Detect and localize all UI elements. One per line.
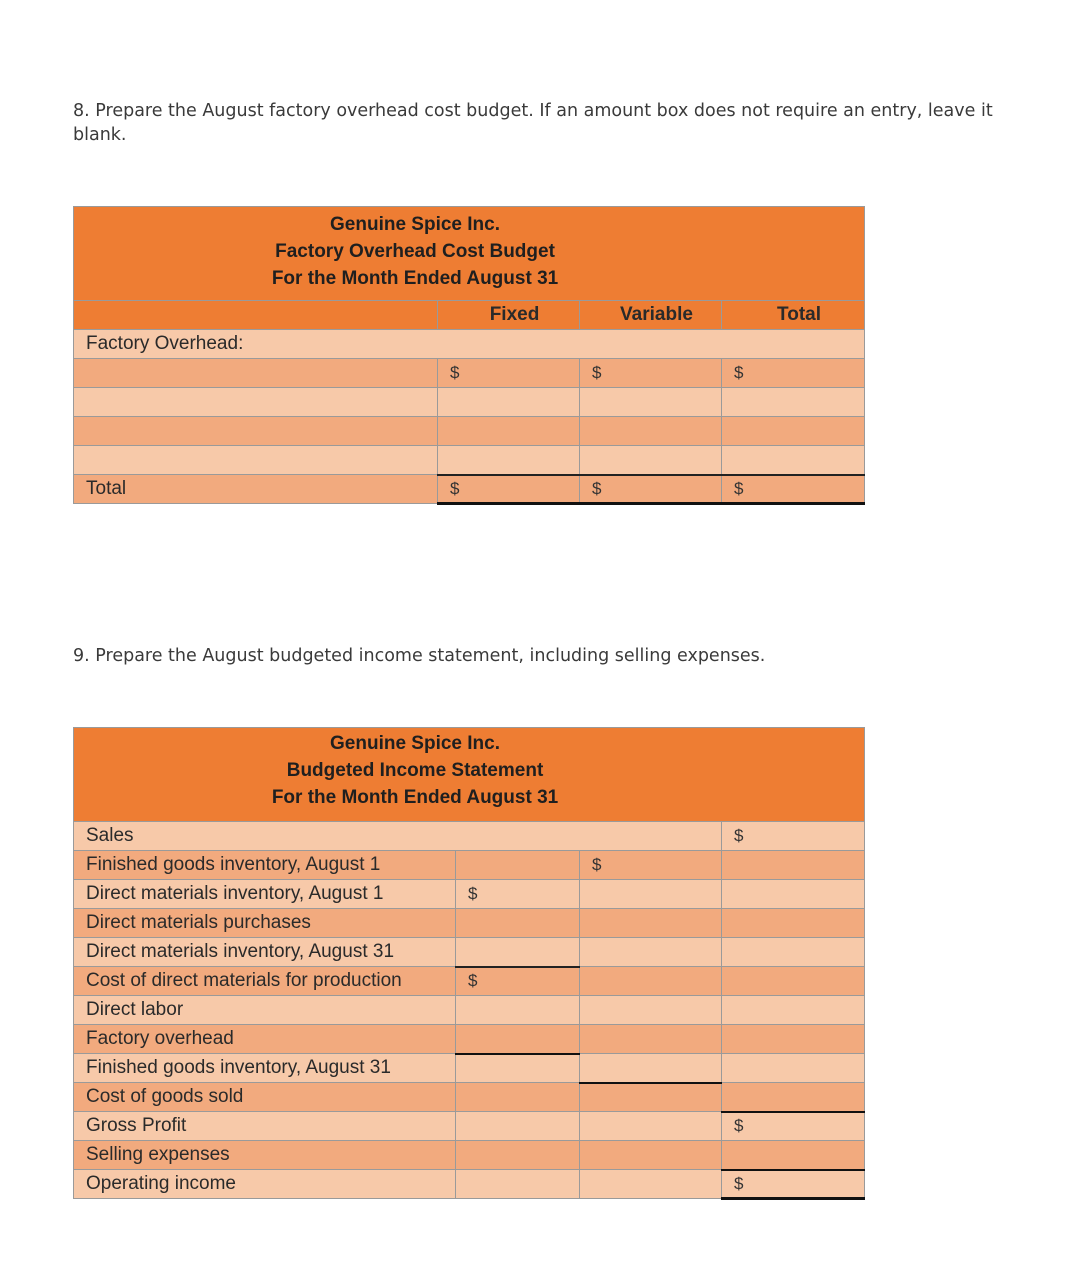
- selling-expenses-amount-input[interactable]: [722, 1141, 865, 1170]
- dm-begin-amount-input[interactable]: [456, 880, 580, 909]
- total-col-header: Total: [722, 301, 865, 330]
- fg-begin-col3-input[interactable]: [722, 851, 865, 880]
- grand-total-input[interactable]: [722, 475, 865, 504]
- overhead-item-input[interactable]: [74, 359, 438, 388]
- variable-col-header: Variable: [580, 301, 722, 330]
- total-amount-input[interactable]: [722, 417, 865, 446]
- gross-profit-col1-input[interactable]: [456, 1112, 580, 1141]
- direct-labor-col2-input[interactable]: [580, 996, 722, 1025]
- factory-overhead-amount-input[interactable]: [456, 1025, 580, 1054]
- overhead-budget-period: For the Month Ended August 31: [271, 268, 559, 289]
- factory-overhead-col3-input[interactable]: [722, 1025, 865, 1054]
- total-amount-input[interactable]: [722, 388, 865, 417]
- dm-end-col3-input[interactable]: [722, 938, 865, 967]
- fg-end-amount-input[interactable]: [580, 1054, 722, 1083]
- gross-profit-col2-input[interactable]: [580, 1112, 722, 1141]
- dm-end-col2-input[interactable]: [580, 938, 722, 967]
- dm-purchases-label: Direct materials purchases: [74, 909, 456, 938]
- cogs-col2-input[interactable]: [580, 1083, 722, 1112]
- income-statement-header: [74, 728, 865, 822]
- income-statement-period: For the Month Ended August 31: [271, 787, 559, 808]
- budgeted-income-statement-table: [73, 727, 865, 1200]
- income-statement-title: Budgeted Income Statement: [286, 760, 544, 781]
- fg-begin-amount-input[interactable]: [580, 851, 722, 880]
- income-company-name: Genuine Spice Inc.: [330, 733, 501, 754]
- dm-end-amount-input[interactable]: [456, 938, 580, 967]
- total-row-label: Total: [74, 475, 438, 504]
- fixed-col-header: Fixed: [438, 301, 580, 330]
- fixed-amount-input[interactable]: [438, 417, 580, 446]
- factory-overhead-label: Factory Overhead:: [74, 330, 865, 359]
- operating-income-label: Operating income: [74, 1170, 456, 1199]
- dm-begin-col3-input[interactable]: [722, 880, 865, 909]
- dm-cost-col2-input[interactable]: [580, 967, 722, 996]
- factory-overhead-col2-input[interactable]: [580, 1025, 722, 1054]
- gross-profit-label: Gross Profit: [74, 1112, 456, 1141]
- dollar-sign: $: [468, 884, 478, 903]
- factory-overhead-budget-table: [73, 206, 865, 505]
- operating-income-amount-input[interactable]: [722, 1170, 865, 1199]
- overhead-item-input[interactable]: [74, 446, 438, 475]
- dollar-sign: $: [450, 478, 460, 498]
- dm-end-label: Direct materials inventory, August 31: [74, 938, 456, 967]
- label-col-header: [74, 301, 438, 330]
- question-8: 8. Prepare the August factory overhead cost budget. If an amount box does not require an entry, leave it blank.: [73, 101, 993, 145]
- direct-labor-col3-input[interactable]: [722, 996, 865, 1025]
- dm-begin-col2-input[interactable]: [580, 880, 722, 909]
- dm-cost-label: Cost of direct materials for production: [74, 967, 456, 996]
- dollar-sign: $: [734, 363, 744, 382]
- variable-amount-input[interactable]: [580, 388, 722, 417]
- selling-expenses-col1-input[interactable]: [456, 1141, 580, 1170]
- fixed-total-input[interactable]: [438, 475, 580, 504]
- dm-purchases-col3-input[interactable]: [722, 909, 865, 938]
- overhead-budget-header: [74, 207, 865, 301]
- variable-amount-input[interactable]: [580, 417, 722, 446]
- cogs-col1-input[interactable]: [456, 1083, 580, 1112]
- dollar-sign: $: [734, 1173, 744, 1193]
- cogs-amount-input[interactable]: [722, 1083, 865, 1112]
- factory-overhead-label: Factory overhead: [74, 1025, 456, 1054]
- dm-begin-label: Direct materials inventory, August 1: [74, 880, 456, 909]
- fixed-amount-input[interactable]: [438, 388, 580, 417]
- dm-purchases-col2-input[interactable]: [580, 909, 722, 938]
- selling-expenses-label: Selling expenses: [74, 1141, 456, 1170]
- sales-label: Sales: [74, 822, 722, 851]
- dollar-sign: $: [734, 826, 744, 845]
- gross-profit-amount-input[interactable]: [722, 1112, 865, 1141]
- dollar-sign: $: [592, 363, 602, 382]
- variable-amount-input[interactable]: [580, 359, 722, 388]
- cogs-label: Cost of goods sold: [74, 1083, 456, 1112]
- dm-purchases-amount-input[interactable]: [456, 909, 580, 938]
- dollar-sign: $: [734, 478, 744, 498]
- sales-amount-input[interactable]: [722, 822, 865, 851]
- overhead-budget-title: Factory Overhead Cost Budget: [275, 241, 555, 262]
- total-amount-input[interactable]: [722, 446, 865, 475]
- overhead-company-name: Genuine Spice Inc.: [330, 214, 501, 235]
- dm-cost-col3-input[interactable]: [722, 967, 865, 996]
- fixed-amount-input[interactable]: [438, 359, 580, 388]
- fg-end-col1-input[interactable]: [456, 1054, 580, 1083]
- operating-income-col2-input[interactable]: [580, 1170, 722, 1199]
- fg-end-label: Finished goods inventory, August 31: [74, 1054, 456, 1083]
- fg-begin-label: Finished goods inventory, August 1: [74, 851, 456, 880]
- dollar-sign: $: [592, 855, 602, 874]
- selling-expenses-col2-input[interactable]: [580, 1141, 722, 1170]
- overhead-item-input[interactable]: [74, 417, 438, 446]
- dollar-sign: $: [734, 1116, 744, 1136]
- dollar-sign: $: [450, 363, 460, 382]
- fg-end-col3-input[interactable]: [722, 1054, 865, 1083]
- variable-amount-input[interactable]: [580, 446, 722, 475]
- question-9: 9. Prepare the August budgeted income statement, including selling expenses.: [73, 646, 766, 666]
- fixed-amount-input[interactable]: [438, 446, 580, 475]
- total-amount-input[interactable]: [722, 359, 865, 388]
- fg-begin-col1-input[interactable]: [456, 851, 580, 880]
- dollar-sign: $: [468, 971, 478, 991]
- direct-labor-label: Direct labor: [74, 996, 456, 1025]
- operating-income-col1-input[interactable]: [456, 1170, 580, 1199]
- dollar-sign: $: [592, 478, 602, 498]
- variable-total-input[interactable]: [580, 475, 722, 504]
- direct-labor-amount-input[interactable]: [456, 996, 580, 1025]
- overhead-item-input[interactable]: [74, 388, 438, 417]
- dm-cost-amount-input[interactable]: [456, 967, 580, 996]
